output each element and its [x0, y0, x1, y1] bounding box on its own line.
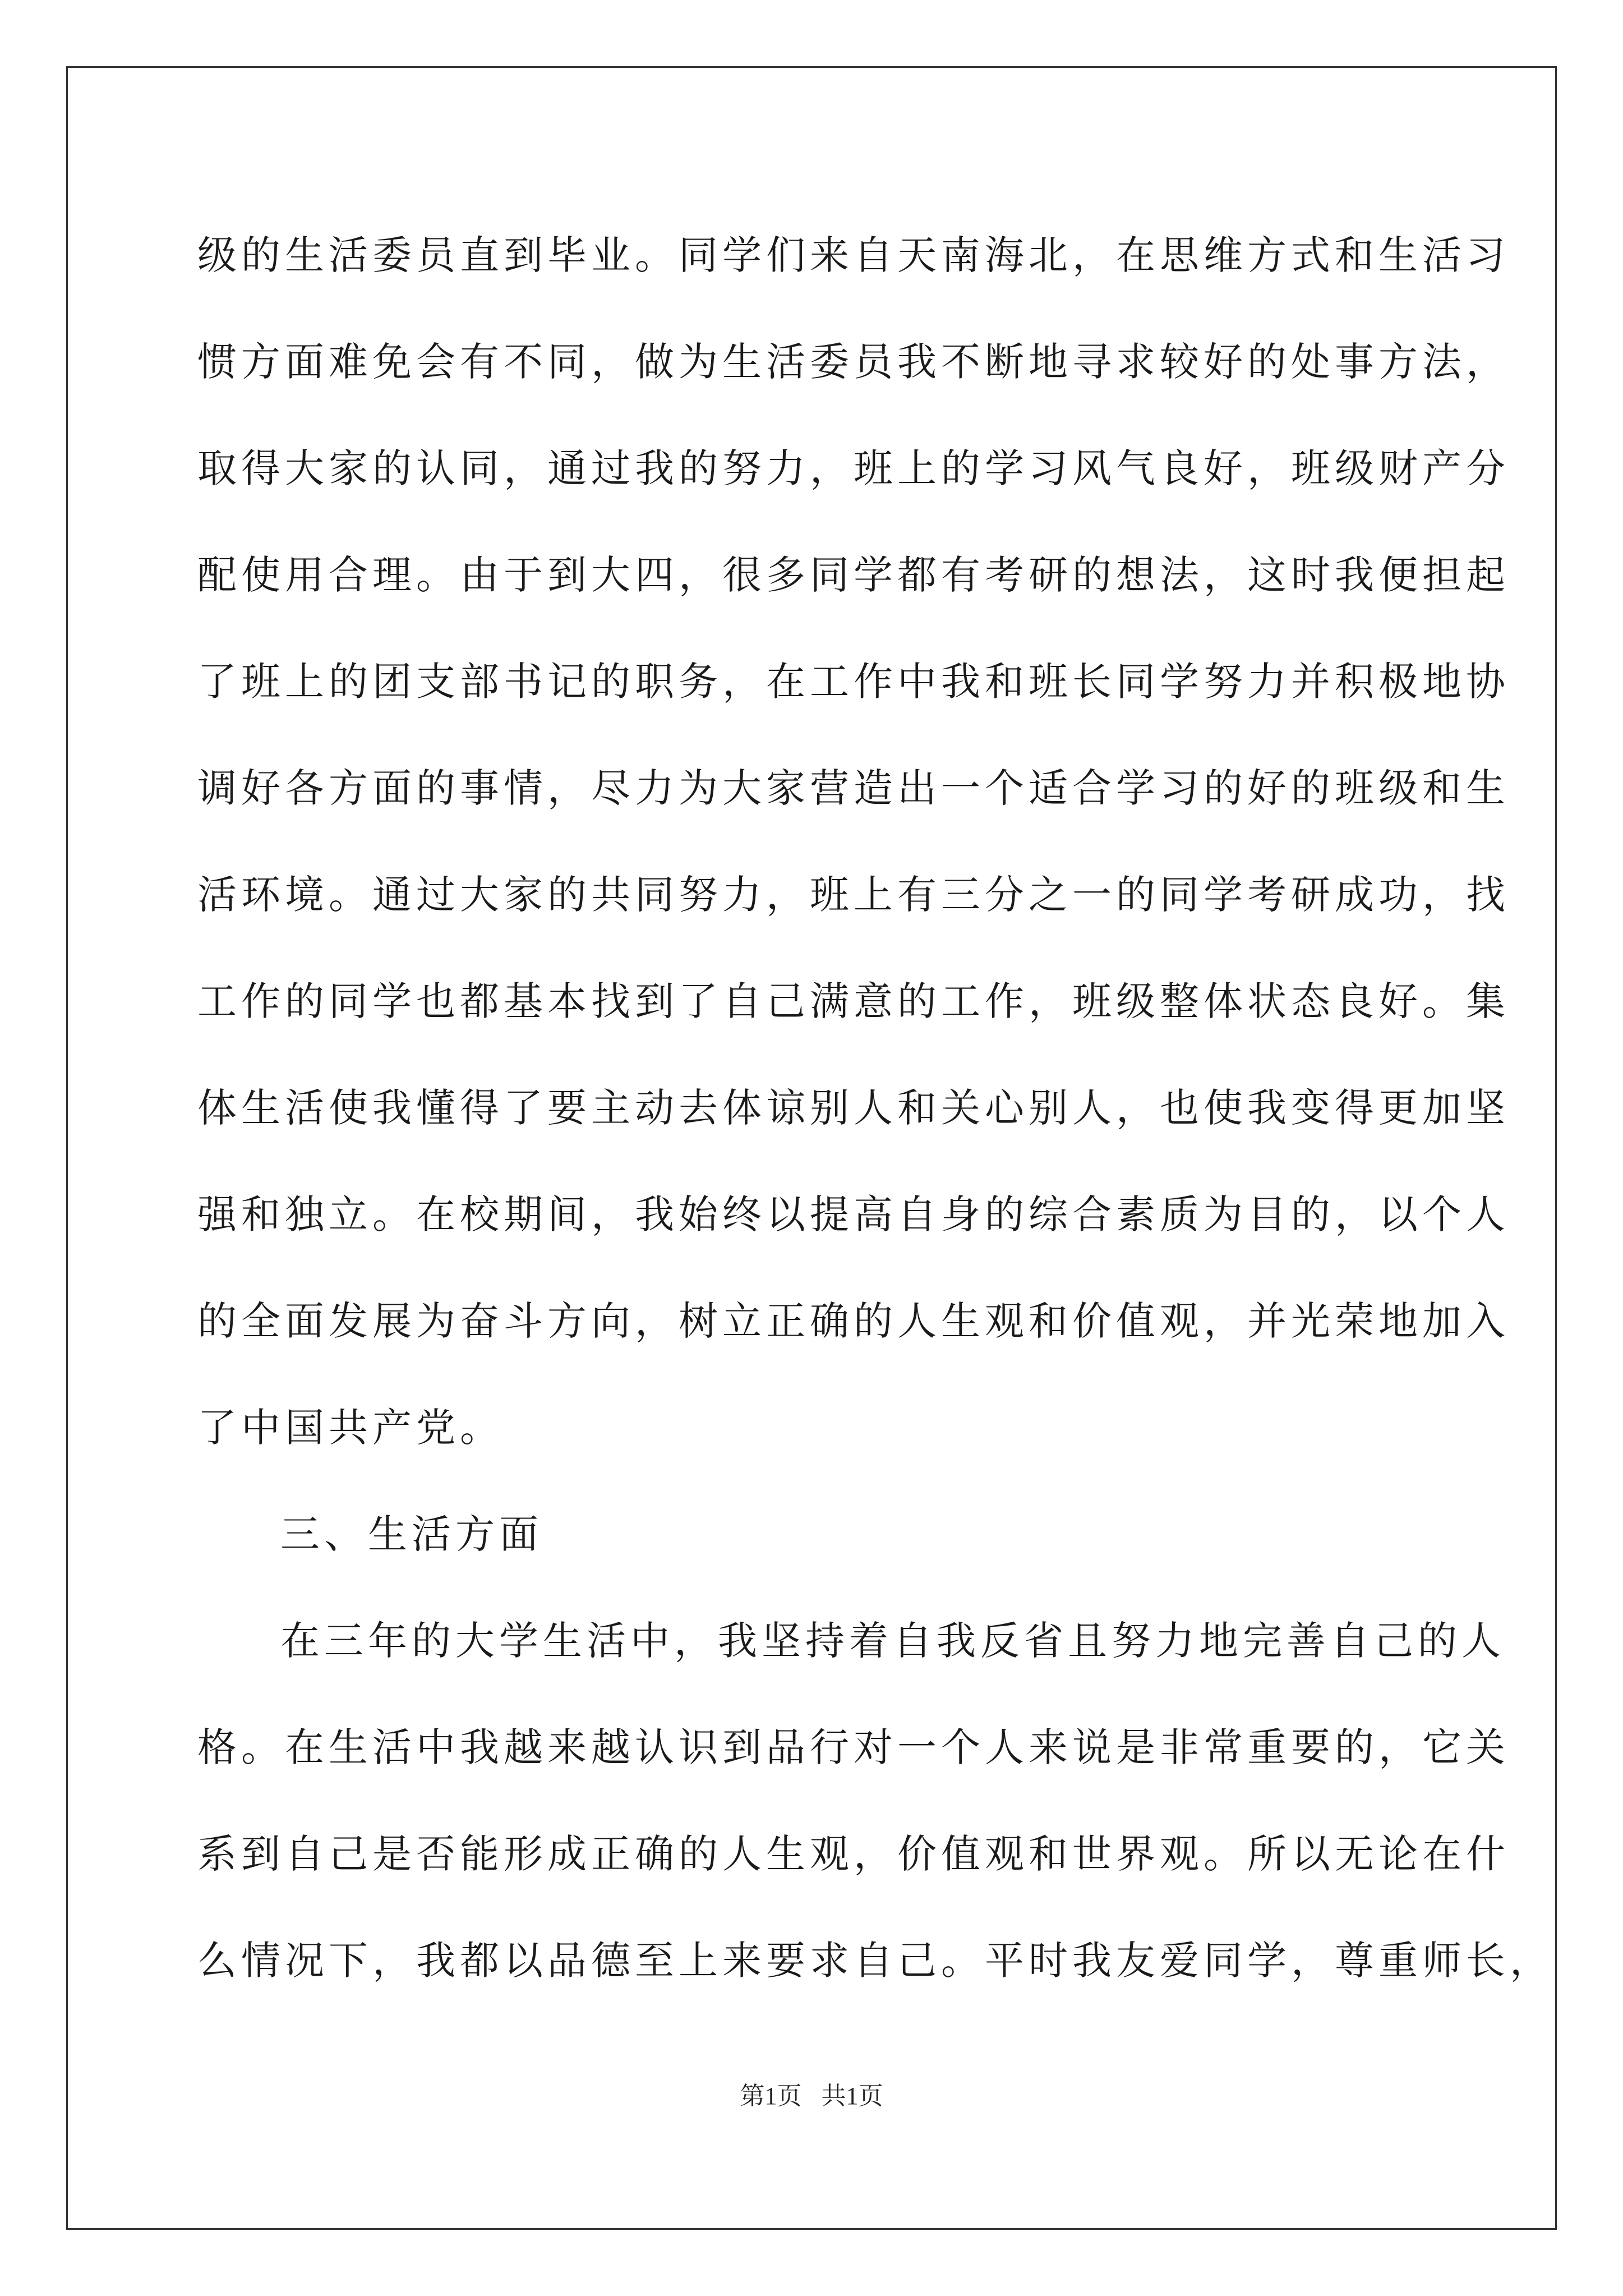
- text-line: 的全面发展为奋斗方向，树立正确的人生观和价值观，并光荣地加入: [197, 1298, 1510, 1344]
- text-line: 配使用合理。由于到大四，很多同学都有考研的想法，这时我便担起: [197, 552, 1510, 598]
- text-line: 调好各方面的事情，尽力为大家营造出一个适合学习的好的班级和生: [197, 765, 1510, 811]
- page-number-current: 第1页: [740, 2082, 802, 2110]
- text-line: 取得大家的认同，通过我的努力，班上的学习风气良好，班级财产分: [197, 445, 1510, 491]
- text-line: 了班上的团支部书记的职务，在工作中我和班长同学努力并积极地协: [197, 659, 1510, 705]
- text-line: 强和独立。在校期间，我始终以提高自身的综合素质为目的，以个人: [197, 1191, 1510, 1237]
- text-line: 么情况下，我都以品德至上来要求自己。平时我友爱同学，尊重师长，: [197, 1938, 1553, 1984]
- page-footer: [0, 2076, 1623, 2111]
- text-line: 体生活使我懂得了要主动去体谅别人和关心别人，也使我变得更加坚: [197, 1085, 1510, 1131]
- text-line: 系到自己是否能形成正确的人生观，价值观和世界观。所以无论在什: [197, 1831, 1510, 1877]
- section-heading: 三、生活方面: [280, 1511, 543, 1557]
- text-line-paragraph-end: 了中国共产党。: [197, 1405, 504, 1451]
- document-body: [197, 202, 1553, 2014]
- text-line: 级的生活委员直到毕业。同学们来自天南海北，在思维方式和生活习: [197, 232, 1510, 278]
- page-number-total: 共1页: [821, 2082, 883, 2110]
- text-line: 活环境。通过大家的共同努力，班上有三分之一的同学考研成功，找: [197, 872, 1510, 918]
- text-line: 格。在生活中我越来越认识到品行对一个人来说是非常重要的，它关: [197, 1724, 1510, 1770]
- text-line: 惯方面难免会有不同，做为生活委员我不断地寻求较好的处事方法，: [197, 339, 1510, 385]
- text-line-paragraph-start: 在三年的大学生活中，我坚持着自我反省且努力地完善自己的人: [280, 1618, 1505, 1664]
- text-line: 工作的同学也都基本找到了自己满意的工作，班级整体状态良好。集: [197, 978, 1510, 1024]
